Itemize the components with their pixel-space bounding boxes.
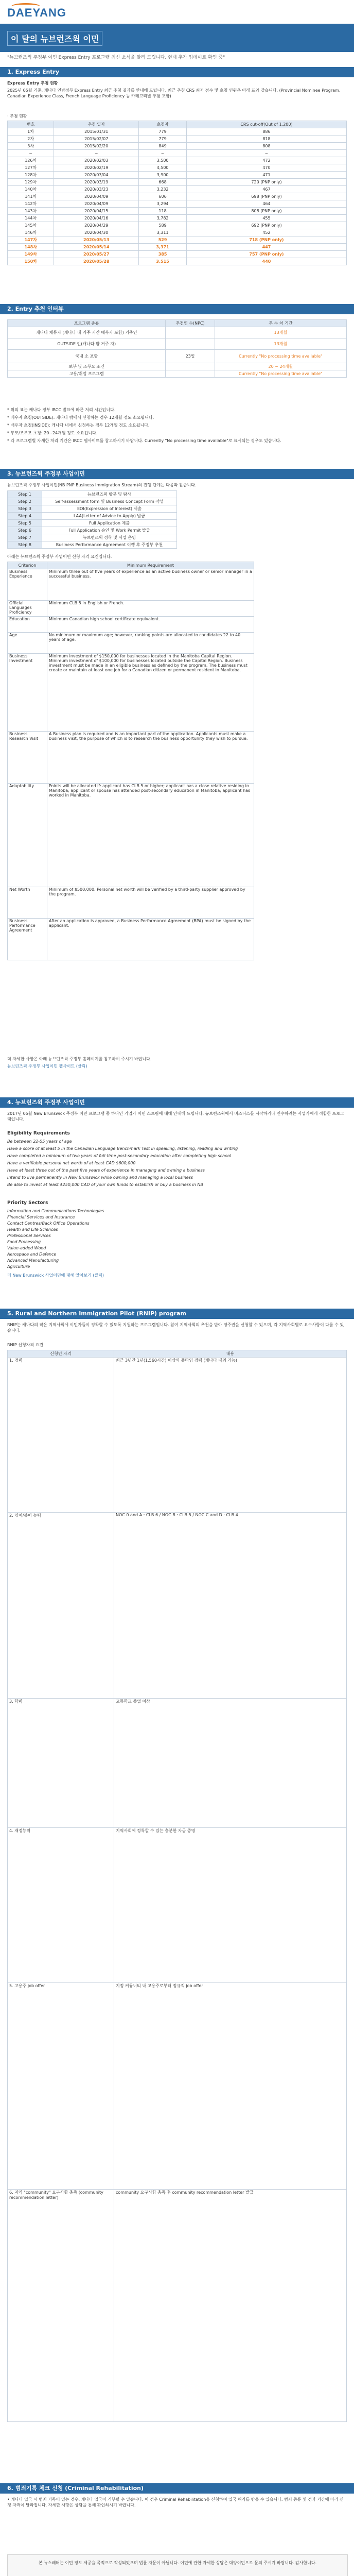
- table-cell: 2020/04/15: [54, 208, 139, 215]
- table-cell: ~: [186, 150, 346, 157]
- s4-elig-list: [7, 1139, 347, 1189]
- s3-foot: 더 자세한 사항은 아래 뉴브런즈윅 주정부 홈페이지를 참고하여 주시기 바랍니다.: [7, 1057, 152, 1061]
- draw-table: [7, 121, 347, 265]
- hero-subtitle: "뉴브런즈윅 주정부 이민 Express Entry 프로그램 최신 소식을 알려 드립니다. 현재 추가 업데이트 확인 중": [7, 55, 225, 60]
- table-cell: 148차: [8, 244, 54, 251]
- rnip-detail: 최근 3년간 1년(1,560시간) 이상의 풀타임 경력 (캐나다 내외 가능): [114, 1358, 347, 1513]
- note-line: * 각 프로그램별 자세한 처리 기간은 IRCC 웹사이트를 참고하시기 바랍니다. Currently "No processing time available"로 표시되는 경우도 있습니다.: [7, 438, 281, 443]
- table-cell: 3,900: [139, 172, 187, 179]
- section-3-title: 3. 뉴브런즈윅 주정부 사업이민: [7, 470, 85, 477]
- s3-req-intro: 아래는 뉴브런즈윅 주정부 사업이민 신청 자격 요건입니다.: [7, 554, 112, 559]
- closing-text: 본 뉴스레터는 이민 정보 제공을 목적으로 작성되었으며 법률 자문이 아닙니다. 이민에 관한 자세한 상담은 대양이민으로 문의 주시기 바랍니다. 감사합니다.: [38, 2561, 317, 2565]
- table-cell: 1차: [8, 128, 54, 135]
- req-row: [8, 617, 254, 633]
- section-2-title: 2. Entry 추천 인터뷰: [7, 306, 64, 312]
- rnip-col-content: 내용: [114, 1350, 347, 1358]
- prio-item: Information and Communications Technologies: [7, 1209, 104, 1213]
- req-detail: After an application is approved, a Business Performance Agreement (BPA) must be signed by the applicant.: [47, 919, 254, 960]
- req-criterion: Education: [8, 617, 47, 633]
- prio-item: Agriculture: [7, 1264, 30, 1269]
- req-col-requirement: Minimum Requirement: [47, 562, 254, 569]
- step-desc: Self-assessment form 및 Business Concept Form 작성: [42, 498, 177, 505]
- table-cell: 779: [139, 128, 187, 135]
- section-4-header: [0, 1097, 354, 1108]
- elig-item: Be able to invest at least $250,000 CAD of your own funds to establish or buy a business in NB: [7, 1182, 203, 1187]
- table-cell: 849: [139, 143, 187, 150]
- table-cell: 3,782: [139, 215, 187, 222]
- rnip-criterion: 3. 학력: [8, 1699, 114, 1828]
- table-row: [8, 179, 347, 186]
- table-cell: 2020/02/19: [54, 164, 139, 172]
- col-npc: 추천인 수(NPC): [166, 320, 215, 327]
- step-number: Step 2: [8, 498, 42, 505]
- rnip-row: [8, 1828, 347, 1983]
- table-cell: 779: [139, 135, 187, 143]
- rnip-detail: community 요구사항 충족 후 community recommendation letter 발급: [114, 2190, 347, 2422]
- step-number: Step 3: [8, 505, 42, 513]
- elig-item: Intend to live permanently in New Brunswick while owning and managing a local business: [7, 1175, 193, 1180]
- note-line: * 배우자 초청(OUTSIDE): 캐나다 밖에서 신청하는 경우 12개월 정도 소요됩니다.: [7, 415, 154, 420]
- table-cell: 144차: [8, 215, 54, 222]
- table-row: [8, 244, 347, 251]
- table-cell: 2020/05/14: [54, 244, 139, 251]
- table-cell: 668: [139, 179, 187, 186]
- table-cell: 2015/01/31: [54, 128, 139, 135]
- req-row: [8, 569, 254, 601]
- table-cell: 150차: [8, 258, 54, 265]
- step-number: Step 1: [8, 491, 42, 498]
- rnip-criterion: 1. 경력: [8, 1358, 114, 1513]
- req-row: [8, 654, 254, 732]
- table-row: [8, 143, 347, 150]
- elig-item: Have a score of at least 5 in the Canadian Language Benchmark Test in speaking, listening, reading and writing: [7, 1146, 238, 1151]
- table-cell: 886: [186, 128, 346, 135]
- section-6-header: [0, 2483, 354, 2494]
- table-cell: 126차: [8, 157, 54, 164]
- table-row: [8, 164, 347, 172]
- step-desc: LAA(Letter of Advice to Apply) 발급: [42, 513, 177, 520]
- note-line: * 위의 표는 캐나다 정부 IRCC 발표에 따른 처리 시간입니다.: [7, 408, 116, 412]
- table-cell: 472: [186, 157, 346, 164]
- req-criterion: Adaptability: [8, 784, 47, 887]
- s4-prio-head: Priority Sectors: [7, 1200, 48, 1206]
- table-cell: 385: [139, 251, 187, 258]
- row-inside: 캐나다 체류자 (캐나다 내 거주 기간 배우자 포함) 거주인: [8, 327, 166, 338]
- step-number: Step 6: [8, 527, 42, 534]
- s4-elig-head: Eligibility Requirements: [7, 1131, 70, 1136]
- closing-box: [7, 2554, 348, 2576]
- s5-table-label: RNIP 신청자격 요건: [7, 1343, 44, 1347]
- row-employment: 고용/취업 프로그램: [8, 370, 166, 378]
- table-cell: 698 (PNP only): [186, 193, 346, 200]
- table-cell: 757 (PNP only): [186, 251, 346, 258]
- table-cell: 146차: [8, 229, 54, 236]
- step-desc: Full Application 승인 및 Work Permit 발급: [42, 527, 177, 534]
- table-cell: ~: [8, 150, 54, 157]
- table-row: [8, 229, 347, 236]
- table-cell: 2020/04/16: [54, 215, 139, 222]
- req-detail: Minimum three out of five years of experience as an active business owner or senior manager in a successful business.: [47, 569, 254, 601]
- table-cell: 2020/04/30: [54, 229, 139, 236]
- table-cell: 3,515: [139, 258, 187, 265]
- step-row: [8, 491, 177, 498]
- rnip-col-criterion: 신청인 자격: [8, 1350, 114, 1358]
- table-row: [8, 236, 347, 244]
- step-desc: Full Application 제출: [42, 520, 177, 527]
- step-row: [8, 513, 177, 520]
- table-cell: 718 (PNP only): [186, 236, 346, 244]
- draw-col-header: 추첨 일자: [54, 121, 139, 128]
- steps-table: [7, 490, 177, 549]
- prio-item: Value-added Wood: [7, 1246, 46, 1250]
- table-cell: 3,500: [139, 157, 187, 164]
- step-number: Step 7: [8, 534, 42, 541]
- table-cell: 2020/05/27: [54, 251, 139, 258]
- section-5-title: 5. Rural and Northern Immigration Pilot (RNIP) program: [7, 1310, 186, 1317]
- req-criterion: Business Investment: [8, 654, 47, 732]
- req-detail: Minimum of $500,000. Personal net worth will be verified by a third-party supplier approved by the program.: [47, 887, 254, 919]
- elig-item: Have completed a minimum of two years of full-time post-secondary education after completing high school: [7, 1154, 232, 1158]
- step-row: [8, 505, 177, 513]
- draw-col-header: 초청자: [139, 121, 187, 128]
- table-row: [8, 258, 347, 265]
- s5-intro: RNIP는 캐나다의 작은 지역사회에 이민자들이 정착할 수 있도록 지원하는 프로그램입니다. 참여 지역사회의 추천을 받아 영주권을 신청할 수 있으며, 각 지역사회별로 요구사항이 다를 수 있습니다.: [7, 1323, 344, 1333]
- table-cell: 2020/04/09: [54, 200, 139, 208]
- rnip-row: [8, 1699, 347, 1828]
- table-row: [8, 193, 347, 200]
- table-cell: 3,232: [139, 186, 187, 193]
- val-domestic: Currently "No processing time available": [215, 350, 346, 363]
- table-cell: 470: [186, 164, 346, 172]
- req-detail: Points will be allocated if: applicant has CLB 5 or higher; applicant has a close relative residing in Manitoba; applicant or spouse has attended post-secondary education in Manitoba; applicant has worked in Manitoba.: [47, 784, 254, 887]
- s2-notes: [7, 407, 347, 446]
- table-cell: 3,294: [139, 200, 187, 208]
- rnip-detail: 지정 커뮤니티 내 고용주로부터 정규직 job offer: [114, 1983, 347, 2190]
- table-cell: 2020/04/09: [54, 193, 139, 200]
- table-cell: 128차: [8, 172, 54, 179]
- rnip-criterion: 4. 재정능력: [8, 1828, 114, 1983]
- table-cell: 2015/02/20: [54, 143, 139, 150]
- table-row: [8, 128, 347, 135]
- table-cell: 118: [139, 208, 187, 215]
- prio-item: Financial Services and Insurance: [7, 1215, 75, 1219]
- s3-intro: 뉴브런즈윅 주정부 사업이민(NB PNP Business Immigration Stream)의 진행 단계는 다음과 같습니다.: [7, 483, 197, 487]
- elig-item: Be between 22-55 years of age: [7, 1139, 72, 1144]
- table-row: [8, 200, 347, 208]
- table-cell: 2020/03/19: [54, 179, 139, 186]
- table-cell: 606: [139, 193, 187, 200]
- row-domestic: 국내 소 포함: [8, 350, 166, 363]
- table-cell: 145차: [8, 222, 54, 229]
- section-4-title: 4. 뉴브런즈윅 주정부 사업이민: [7, 1099, 85, 1106]
- req-row: [8, 633, 254, 654]
- rnip-criterion: 6. 지역 "community" 요구사항 충족 (community recommendation letter): [8, 2190, 114, 2422]
- col-period: 추 수 처 기간: [215, 320, 346, 327]
- logo: DAEYANG: [7, 6, 66, 19]
- s3-foot-link[interactable]: 뉴브런즈윅 주정부 사업이민 웹사이트 (클릭): [7, 1064, 87, 1069]
- table-row: [8, 150, 347, 157]
- table-cell: 3차: [8, 143, 54, 150]
- elig-item: Have a verifiable personal net worth of at least CAD $600,000: [7, 1161, 136, 1165]
- table-cell: 2020/05/28: [54, 258, 139, 265]
- prio-item: Health and Life Sciences: [7, 1227, 58, 1232]
- req-detail: A Business plan is required and is an important part of the application. Applicants must make a business visit, the purpose of which is to research the business opportunity they wish to pursue.: [47, 732, 254, 784]
- table-cell: 452: [186, 229, 346, 236]
- table-cell: 141차: [8, 193, 54, 200]
- table-cell: 2차: [8, 135, 54, 143]
- section-1-header: [0, 67, 354, 77]
- section-3-header: [0, 469, 354, 479]
- table-cell: 2015/02/07: [54, 135, 139, 143]
- table-cell: 447: [186, 244, 346, 251]
- req-row: [8, 784, 254, 887]
- step-number: Step 4: [8, 513, 42, 520]
- requirements-table: [7, 562, 254, 960]
- req-criterion: Business Performance Agreement: [8, 919, 47, 960]
- s1-intro-head: Express Entry 추첨 현황: [7, 81, 58, 86]
- prio-item: Aerospace and Defence: [7, 1252, 57, 1257]
- val-employment: Currently "No processing time available": [215, 370, 346, 378]
- table-cell: 720 (PNP only): [186, 179, 346, 186]
- req-detail: Minimum investment of $150,000 for businesses located in the Manitoba Capital Region. Minimum investment of $100,000 for businesses located outside the Capital Region. Business investment must be made in an eligible business as defined by the program. The business must create or maintain at least one job for a Canadian citizen or permanent resident in Manitoba.: [47, 654, 254, 732]
- table-row: [8, 251, 347, 258]
- req-row: [8, 919, 254, 960]
- table-row: [8, 172, 347, 179]
- draw-col-header: 번호: [8, 121, 54, 128]
- rnip-row: [8, 1513, 347, 1699]
- table-cell: 589: [139, 222, 187, 229]
- draw-col-header: CRS cut-off(Out of 1,200): [186, 121, 346, 128]
- prio-item: Professional Services: [7, 1233, 51, 1238]
- table-row: [8, 208, 347, 215]
- table-cell: ~: [139, 150, 187, 157]
- s4-prio-list: [7, 1208, 347, 1270]
- step-desc: EOI(Expression of Interest) 제출: [42, 505, 177, 513]
- table-cell: 818: [186, 135, 346, 143]
- req-detail: No minimum or maximum age; however, ranking points are allocated to candidates 22 to 40 years of age.: [47, 633, 254, 654]
- table-cell: 142차: [8, 200, 54, 208]
- table-row: [8, 222, 347, 229]
- req-detail: Minimum Canadian high school certificate equivalent.: [47, 617, 254, 633]
- table-cell: 127차: [8, 164, 54, 172]
- req-criterion: Age: [8, 633, 47, 654]
- hero-title: 이 달의 뉴브런즈윅 이민: [7, 31, 102, 46]
- table-cell: 3,311: [139, 229, 187, 236]
- col-program: 프로그램 종류: [8, 320, 166, 327]
- table-cell: 4,500: [139, 164, 187, 172]
- step-row: [8, 527, 177, 534]
- table-cell: 140차: [8, 186, 54, 193]
- table-cell: 471: [186, 172, 346, 179]
- table-cell: 467: [186, 186, 346, 193]
- req-criterion: Business Experience: [8, 569, 47, 601]
- table-cell: 2020/05/13: [54, 236, 139, 244]
- table-cell: 2020/03/04: [54, 172, 139, 179]
- table-cell: 692 (PNP only): [186, 222, 346, 229]
- step-desc: 뉴브런즈윅 방문 및 탐사: [42, 491, 177, 498]
- table-cell: 464: [186, 200, 346, 208]
- table-cell: 808: [186, 143, 346, 150]
- table-cell: 2020/02/03: [54, 157, 139, 164]
- table-cell: 129차: [8, 179, 54, 186]
- req-col-criterion: Criterion: [8, 562, 47, 569]
- table-cell: 2020/03/23: [54, 186, 139, 193]
- table-cell: 149차: [8, 251, 54, 258]
- table-cell: 143차: [8, 208, 54, 215]
- s4-intro: 2017년 05월 New Brunswick 주정부 이민 프로그램 중 하나인 기업가 이민 스트림에 대해 안내해 드립니다. 뉴브런즈윅에서 비즈니스를 시작하거나 인수하려는 사업가에게 적합한 프로그램입니다.: [7, 1111, 344, 1122]
- elig-item: Have at least three out of the past five years of experience in managing and owning a business: [7, 1168, 205, 1173]
- val-outside: 13개월: [215, 338, 346, 350]
- val-inside: 13개월: [215, 327, 346, 338]
- step-desc: 뉴브런즈윅 정착 및 사업 운영: [42, 534, 177, 541]
- val-domestic-npc: 23일: [166, 350, 215, 363]
- prio-item: Advanced Manufacturing: [7, 1258, 59, 1263]
- step-number: Step 5: [8, 520, 42, 527]
- table-cell: 3,371: [139, 244, 187, 251]
- table-cell: 529: [139, 236, 187, 244]
- req-criterion: Official Languages Proficiency: [8, 601, 47, 617]
- rnip-detail: 고등학교 졸업 이상: [114, 1699, 347, 1828]
- req-row: [8, 887, 254, 919]
- section-1-title: 1. Express Entry: [7, 69, 60, 75]
- s1-intro: 2025년 05월 기준, 캐나다 연방정부 Express Entry 최근 추첨 결과를 안내해 드립니다. 최근 추첨 CRS 최저 점수 및 초청 인원은 아래 표와 같습니다. (Provincial Nominee Program, Canadian Experience Class, French Language Proficiency 등 카테고리별 추첨 포함): [7, 88, 341, 98]
- table-cell: ~: [54, 150, 139, 157]
- rnip-row: [8, 1358, 347, 1513]
- table-cell: 147차: [8, 236, 54, 244]
- table-row: [8, 215, 347, 222]
- rnip-row: [8, 2190, 347, 2422]
- step-row: [8, 534, 177, 541]
- prio-item: Food Processing: [7, 1240, 41, 1244]
- step-row: [8, 520, 177, 527]
- req-criterion: Business Research Visit: [8, 732, 47, 784]
- rnip-detail: 지역사회에 정착할 수 있는 충분한 자금 증명: [114, 1828, 347, 1983]
- row-outside: OUTSIDE 인(캐나다 밖 거주 자): [8, 338, 166, 350]
- table-row: [8, 157, 347, 164]
- step-desc: Business Performance Agreement 이행 후 주정부 추천: [42, 541, 177, 549]
- table-cell: 2020/04/29: [54, 222, 139, 229]
- prio-item: Contact Centres/Back Office Operations: [7, 1221, 90, 1226]
- rnip-row: [8, 1983, 347, 2190]
- section-2-header: [0, 304, 354, 314]
- table-cell: 808 (PNP only): [186, 208, 346, 215]
- step-number: Step 8: [8, 541, 42, 549]
- row-parents: 보부 및 조부모 조건: [8, 363, 166, 370]
- req-row: [8, 601, 254, 617]
- note-line: * 배우자 초청(INSIDE): 캐나다 내에서 신청하는 경우 12개월 정도 소요됩니다.: [7, 423, 150, 428]
- req-criterion: Net Worth: [8, 887, 47, 919]
- rnip-criterion: 2. 영어/불어 능력: [8, 1513, 114, 1699]
- rnip-table: [7, 1350, 347, 2422]
- note-line: * 부모/조부모 초청: 20~24개월 정도 소요됩니다.: [7, 431, 98, 435]
- table-row: [8, 135, 347, 143]
- rnip-detail: NOC 0 and A : CLB 6 / NOC B : CLB 5 / NOC C and D : CLB 4: [114, 1513, 347, 1699]
- req-detail: Minimum CLB 5 in English or French.: [47, 601, 254, 617]
- step-row: [8, 541, 177, 549]
- step-row: [8, 498, 177, 505]
- val-parents: 20 ~ 24개월: [215, 363, 346, 370]
- table-cell: 455: [186, 215, 346, 222]
- s6-body: • 캐나다 입국 시 범죄 기록이 있는 경우, 캐나다 입국이 거부될 수 있습니다. 이 경우 Criminal Rehabilitation을 신청하여 입국 허가를 받을 수 있습니다. 범죄 종류 및 경과 기간에 따라 신청 자격이 달라집니다. 자세한 사항은 상담을 통해 확인하시기 바랍니다.: [7, 2497, 344, 2507]
- section-6-title: 6. 범죄기록 체크 신청 (Criminal Rehabilitation): [7, 2485, 144, 2492]
- s1-table-label: · 추첨 현황: [7, 114, 27, 118]
- req-row: [8, 732, 254, 784]
- table-row: [8, 186, 347, 193]
- s4-link[interactable]: 더 New Brunswick 사업이민에 대해 알아보기 (클릭): [7, 1273, 104, 1278]
- rnip-criterion: 5. 고용주 job offer: [8, 1983, 114, 2190]
- processing-table: [7, 319, 347, 378]
- table-cell: 440: [186, 258, 346, 265]
- section-5-header: [0, 1309, 354, 1319]
